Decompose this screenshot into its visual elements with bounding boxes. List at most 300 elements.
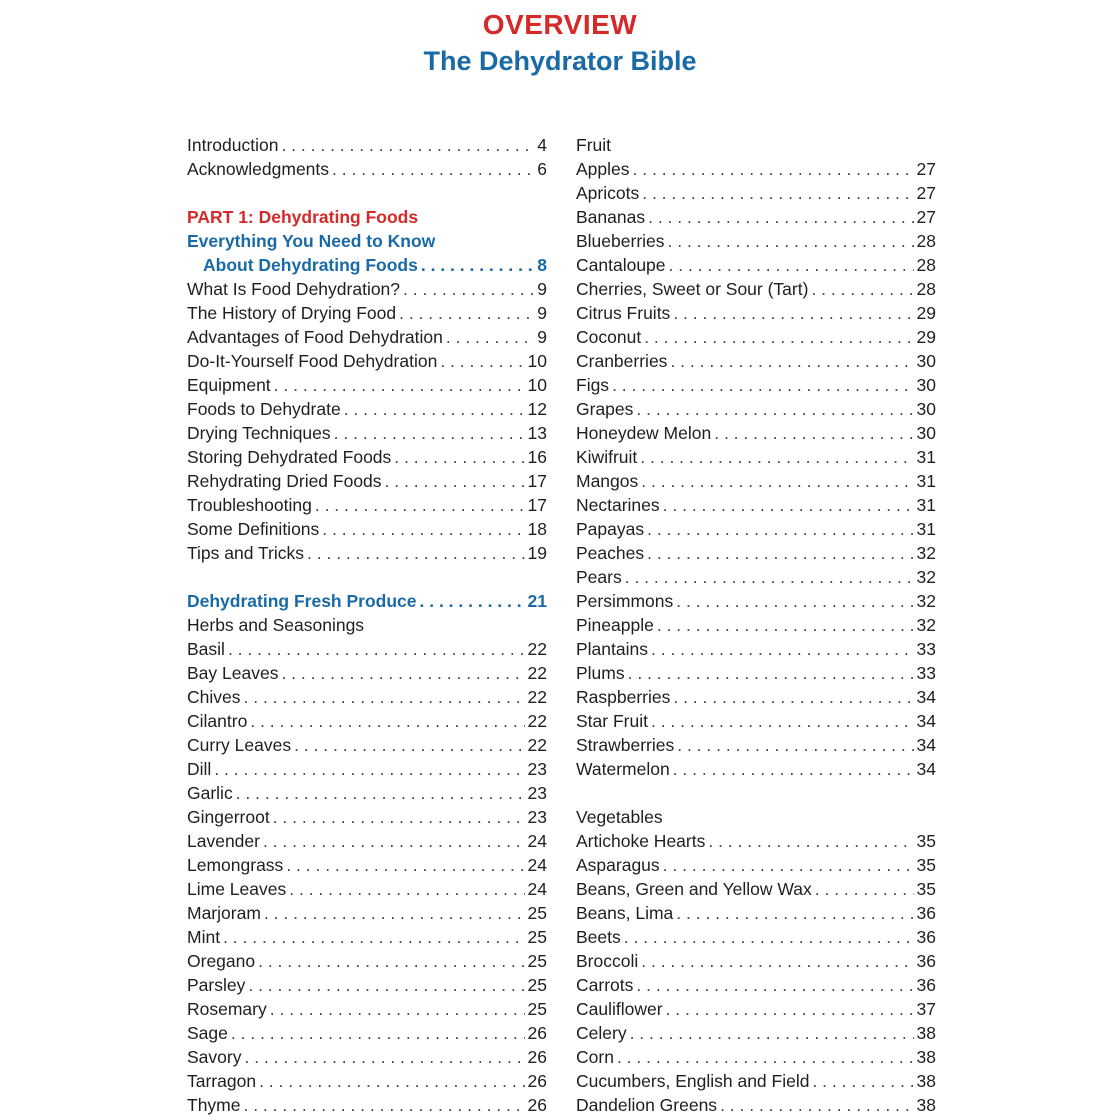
dot-leader xyxy=(273,805,525,829)
toc-entry-page: 22 xyxy=(527,639,547,659)
toc-entry-page: 4 xyxy=(537,135,547,155)
toc-entry-label: Acknowledgments xyxy=(187,159,330,179)
toc-entry-page: 10 xyxy=(527,351,547,371)
toc-entry[interactable] xyxy=(576,229,936,253)
toc-entry-page: 22 xyxy=(527,663,547,683)
dot-leader xyxy=(641,949,913,973)
toc-entry-page: 35 xyxy=(916,879,936,899)
toc-entry[interactable] xyxy=(576,469,936,493)
toc-entry-label: Drying Techniques xyxy=(187,423,331,443)
toc-entry-label: Bay Leaves xyxy=(187,663,279,683)
toc-entry[interactable] xyxy=(187,493,547,517)
toc-entry-page: 22 xyxy=(527,711,547,731)
toc-entry-page: 28 xyxy=(916,231,936,251)
toc-entry-page: 13 xyxy=(527,423,547,443)
toc-entry[interactable] xyxy=(576,685,936,709)
toc-entry[interactable] xyxy=(187,445,547,469)
dot-leader xyxy=(332,157,534,181)
toc-entry[interactable] xyxy=(187,325,547,349)
toc-entry[interactable] xyxy=(187,997,547,1021)
toc-entry[interactable] xyxy=(187,781,547,805)
toc-entry-label: Dandelion Greens xyxy=(576,1095,718,1115)
toc-entry[interactable] xyxy=(576,301,936,325)
dot-leader xyxy=(648,205,913,229)
toc-entry-label: Figs xyxy=(576,375,610,395)
toc-entry-page: 9 xyxy=(537,279,547,299)
toc-entry-page: 31 xyxy=(916,471,936,491)
toc-entry[interactable] xyxy=(576,637,936,661)
toc-entry[interactable] xyxy=(187,133,547,157)
toc-entry-label: Bananas xyxy=(576,207,646,227)
dot-leader xyxy=(281,133,534,157)
toc-entry-label: Equipment xyxy=(187,375,271,395)
fruit-heading-text: Fruit xyxy=(576,135,611,155)
toc-entry[interactable] xyxy=(187,637,547,661)
toc-entry-page: 31 xyxy=(916,447,936,467)
toc-entry-page: 25 xyxy=(527,975,547,995)
dot-leader xyxy=(647,541,913,565)
toc-entry-page: 8 xyxy=(537,255,547,275)
toc-entry-page: 22 xyxy=(527,687,547,707)
toc-entry-page: 28 xyxy=(916,279,936,299)
toc-entry-label: Beans, Green and Yellow Wax xyxy=(576,879,812,899)
toc-entry[interactable] xyxy=(187,973,547,997)
toc-entry-label: Asparagus xyxy=(576,855,660,875)
dot-leader xyxy=(263,829,525,853)
toc-entry[interactable] xyxy=(576,157,936,181)
toc-entry-label: Cantaloupe xyxy=(576,255,666,275)
dot-leader xyxy=(657,613,914,637)
dot-leader xyxy=(281,661,524,685)
toc-entry[interactable] xyxy=(576,205,936,229)
toc-entry-page: 32 xyxy=(916,543,936,563)
toc-entry[interactable] xyxy=(187,661,547,685)
toc-entry[interactable] xyxy=(187,421,547,445)
toc-entry-page: 36 xyxy=(916,975,936,995)
toc-entry-label: Cucumbers, English and Field xyxy=(576,1071,810,1091)
toc-entry-label: Grapes xyxy=(576,399,634,419)
toc-entry-label: Troubleshooting xyxy=(187,495,312,515)
toc-entry[interactable] xyxy=(576,325,936,349)
toc-entry[interactable] xyxy=(187,1093,547,1117)
toc-entry-page: 31 xyxy=(916,519,936,539)
toc-entry[interactable] xyxy=(187,1021,547,1045)
toc-entry[interactable] xyxy=(576,181,936,205)
toc-entry[interactable] xyxy=(576,493,936,517)
toc-entry[interactable] xyxy=(576,349,936,373)
dot-leader xyxy=(676,589,913,613)
dot-leader xyxy=(612,373,913,397)
dot-leader xyxy=(642,181,913,205)
spacer xyxy=(576,781,936,805)
dot-leader xyxy=(641,469,913,493)
toc-entry[interactable] xyxy=(576,757,936,781)
toc-entry[interactable] xyxy=(576,829,936,853)
toc-entry[interactable] xyxy=(187,829,547,853)
toc-entry-page: 25 xyxy=(527,903,547,923)
toc-entry-label: Plums xyxy=(576,663,625,683)
toc-entry-page: 33 xyxy=(916,663,936,683)
toc-entry-page: 16 xyxy=(527,447,547,467)
toc-entry-page: 34 xyxy=(916,687,936,707)
toc-entry[interactable] xyxy=(576,661,936,685)
toc-entry-label: Lime Leaves xyxy=(187,879,287,899)
toc-entry[interactable] xyxy=(576,1069,936,1093)
toc-entry-page: 12 xyxy=(527,399,547,419)
fruit-heading xyxy=(576,133,936,157)
toc-entry[interactable] xyxy=(187,397,547,421)
toc-entry[interactable] xyxy=(187,925,547,949)
dot-leader xyxy=(644,325,913,349)
dot-leader xyxy=(720,1093,913,1117)
toc-entry[interactable] xyxy=(187,253,547,277)
section-title-text: Everything You Need to Know xyxy=(187,231,436,251)
dot-leader xyxy=(270,997,525,1021)
toc-entry-page: 38 xyxy=(916,1047,936,1067)
toc-entry-label: Pears xyxy=(576,567,622,587)
book-title: The Dehydrator Bible xyxy=(423,46,697,76)
toc-entry[interactable] xyxy=(187,541,547,565)
toc-entry-label: Advantages of Food Dehydration xyxy=(187,327,443,347)
toc-entry-page: 38 xyxy=(916,1071,936,1091)
dot-leader xyxy=(673,757,914,781)
dot-leader xyxy=(274,373,525,397)
toc-entry[interactable] xyxy=(576,709,936,733)
toc-entry-label: About Dehydrating Foods xyxy=(203,255,418,275)
toc-entry[interactable] xyxy=(187,901,547,925)
dot-leader xyxy=(446,325,534,349)
dot-leader xyxy=(663,853,914,877)
dot-leader xyxy=(228,637,525,661)
toc-entry[interactable] xyxy=(187,1069,547,1093)
toc-entry-label: Star Fruit xyxy=(576,711,648,731)
toc-entry[interactable] xyxy=(576,373,936,397)
toc-entry[interactable] xyxy=(187,853,547,877)
toc-entry-page: 24 xyxy=(527,879,547,899)
toc-entry[interactable] xyxy=(187,757,547,781)
toc-entry-page: 29 xyxy=(916,327,936,347)
toc-entry[interactable] xyxy=(576,925,936,949)
toc-entry[interactable] xyxy=(187,277,547,301)
toc-entry-label: Corn xyxy=(576,1047,614,1067)
toc-entry[interactable] xyxy=(187,949,547,973)
dot-leader xyxy=(636,397,913,421)
toc-entry[interactable] xyxy=(187,373,547,397)
toc-entry-page: 19 xyxy=(527,543,547,563)
dot-leader xyxy=(669,253,914,277)
toc-entry-label: Lavender xyxy=(187,831,260,851)
dot-leader xyxy=(394,445,524,469)
overview-title: OVERVIEW xyxy=(482,9,638,40)
toc-entry-page: 26 xyxy=(527,1023,547,1043)
toc-entry[interactable] xyxy=(187,469,547,493)
dot-leader xyxy=(258,949,524,973)
dot-leader xyxy=(307,541,525,565)
dot-leader xyxy=(651,637,914,661)
vegetables-heading-text: Vegetables xyxy=(576,807,663,827)
toc-entry-label: Coconut xyxy=(576,327,642,347)
spacer xyxy=(187,565,547,589)
toc-entry-label: Apricots xyxy=(576,183,640,203)
toc-entry-label: What Is Food Dehydration? xyxy=(187,279,401,299)
dot-leader xyxy=(259,1069,524,1093)
dot-leader xyxy=(289,877,524,901)
toc-entry[interactable] xyxy=(576,517,936,541)
toc-entry-label: The History of Drying Food xyxy=(187,303,397,323)
dot-leader xyxy=(264,901,525,925)
toc-entry-page: 30 xyxy=(916,399,936,419)
toc-entry-page: 23 xyxy=(527,807,547,827)
toc-entry-page: 26 xyxy=(527,1071,547,1091)
toc-entry-label: Cauliflower xyxy=(576,999,663,1019)
toc-entry-label: Dehydrating Fresh Produce xyxy=(187,591,417,611)
toc-entry-page: 30 xyxy=(916,423,936,443)
toc-entry-page: 17 xyxy=(527,495,547,515)
toc-entry-label: Cherries, Sweet or Sour (Tart) xyxy=(576,279,809,299)
toc-entry[interactable] xyxy=(576,253,936,277)
toc-entry-page: 34 xyxy=(916,735,936,755)
toc-entry[interactable] xyxy=(576,733,936,757)
toc-entry-page: 10 xyxy=(527,375,547,395)
toc-entry[interactable] xyxy=(187,733,547,757)
toc-entry-label: Cilantro xyxy=(187,711,248,731)
toc-entry[interactable] xyxy=(576,421,936,445)
toc-entry[interactable] xyxy=(187,877,547,901)
toc-entry-label: Citrus Fruits xyxy=(576,303,671,323)
toc-entry-page: 25 xyxy=(527,999,547,1019)
toc-right-column xyxy=(576,133,936,1117)
toc-entry-page: 31 xyxy=(916,495,936,515)
toc-entry-label: Chives xyxy=(187,687,241,707)
toc-entry[interactable] xyxy=(187,589,547,613)
toc-entry-label: Apples xyxy=(576,159,630,179)
toc-entry[interactable] xyxy=(576,397,936,421)
toc-entry-label: Sage xyxy=(187,1023,228,1043)
toc-entry-page: 27 xyxy=(916,207,936,227)
toc-entry[interactable] xyxy=(187,349,547,373)
dot-leader xyxy=(663,493,914,517)
toc-left-column xyxy=(187,133,547,1117)
toc-entry-page: 34 xyxy=(916,711,936,731)
dot-leader xyxy=(668,229,914,253)
toc-entry-label: Cranberries xyxy=(576,351,668,371)
toc-entry-label: Savory xyxy=(187,1047,242,1067)
toc-entry-label: Beets xyxy=(576,927,621,947)
toc-entry-label: Oregano xyxy=(187,951,256,971)
dot-leader xyxy=(812,1069,913,1093)
toc-entry-page: 29 xyxy=(916,303,936,323)
toc-entry-label: Watermelon xyxy=(576,759,670,779)
toc-entry[interactable] xyxy=(187,805,547,829)
dot-leader xyxy=(223,925,524,949)
section-title xyxy=(187,229,547,253)
herbs-heading xyxy=(187,613,547,637)
toc-entry[interactable] xyxy=(576,589,936,613)
dot-leader xyxy=(647,517,913,541)
toc-entry-page: 27 xyxy=(916,183,936,203)
dot-leader xyxy=(421,253,534,277)
toc-entry-page: 35 xyxy=(916,831,936,851)
dot-leader xyxy=(815,877,914,901)
toc-entry-label: Introduction xyxy=(187,135,279,155)
toc-entry-label: Do-It-Yourself Food Dehydration xyxy=(187,351,438,371)
toc-entry-page: 25 xyxy=(527,927,547,947)
dot-leader xyxy=(250,709,524,733)
toc-entry-page: 28 xyxy=(916,255,936,275)
spacer xyxy=(187,181,547,205)
part-title-text: PART 1: Dehydrating Foods xyxy=(187,207,419,227)
dot-leader xyxy=(399,301,534,325)
dot-leader xyxy=(651,709,914,733)
toc-entry-page: 30 xyxy=(916,351,936,371)
toc-entry-page: 30 xyxy=(916,375,936,395)
toc-entry[interactable] xyxy=(187,157,547,181)
toc-entry-page: 24 xyxy=(527,855,547,875)
toc-entry-page: 32 xyxy=(916,615,936,635)
toc-entry-page: 36 xyxy=(916,951,936,971)
dot-leader xyxy=(243,1093,524,1117)
dot-leader xyxy=(625,565,914,589)
toc-entry[interactable] xyxy=(187,517,547,541)
dot-leader xyxy=(244,685,525,709)
toc-entry-label: Tarragon xyxy=(187,1071,257,1091)
herbs-heading-text: Herbs and Seasonings xyxy=(187,615,365,635)
toc-entry-page: 36 xyxy=(916,903,936,923)
toc-entry-label: Lemongrass xyxy=(187,855,284,875)
toc-entry-page: 26 xyxy=(527,1095,547,1115)
toc-entry-label: Thyme xyxy=(187,1095,241,1115)
dot-leader xyxy=(673,301,913,325)
toc-entry[interactable] xyxy=(576,1045,936,1069)
toc-entry-label: Gingerroot xyxy=(187,807,270,827)
toc-entry-page: 25 xyxy=(527,951,547,971)
toc-entry[interactable] xyxy=(187,1045,547,1069)
toc-entry-label: Parsley xyxy=(187,975,246,995)
toc-entry-label: Strawberries xyxy=(576,735,675,755)
toc-entry-page: 24 xyxy=(527,831,547,851)
toc-entry-page: 34 xyxy=(916,759,936,779)
dot-leader xyxy=(666,997,914,1021)
dot-leader xyxy=(708,829,913,853)
toc-entry-label: Persimmons xyxy=(576,591,674,611)
toc-entry-page: 27 xyxy=(916,159,936,179)
toc-entry-label: Plantains xyxy=(576,639,648,659)
dot-leader xyxy=(628,661,914,685)
dot-leader xyxy=(677,733,913,757)
dot-leader xyxy=(403,277,534,301)
dot-leader xyxy=(670,349,913,373)
toc-entry-page: 32 xyxy=(916,591,936,611)
toc-entry-label: Marjoram xyxy=(187,903,261,923)
toc-entry-page: 9 xyxy=(537,303,547,323)
toc-entry-label: Blueberries xyxy=(576,231,665,251)
toc-entry-page: 22 xyxy=(527,735,547,755)
toc-entry[interactable] xyxy=(576,853,936,877)
dot-leader xyxy=(214,757,524,781)
toc-entry[interactable] xyxy=(187,709,547,733)
toc-entry-label: Storing Dehydrated Foods xyxy=(187,447,392,467)
dot-leader xyxy=(676,901,913,925)
toc-entry-page: 9 xyxy=(537,327,547,347)
toc-entry[interactable] xyxy=(576,1021,936,1045)
dot-leader xyxy=(315,493,525,517)
toc-entry-page: 37 xyxy=(916,999,936,1019)
dot-leader xyxy=(617,1045,914,1069)
toc-entry[interactable] xyxy=(576,973,936,997)
toc-entry-page: 33 xyxy=(916,639,936,659)
toc-entry-label: Nectarines xyxy=(576,495,660,515)
dot-leader xyxy=(640,445,913,469)
toc-entry-label: Foods to Dehydrate xyxy=(187,399,341,419)
dot-leader xyxy=(344,397,525,421)
dot-leader xyxy=(248,973,524,997)
dot-leader xyxy=(385,469,525,493)
dot-leader xyxy=(236,781,525,805)
dot-leader xyxy=(633,157,914,181)
toc-entry-page: 38 xyxy=(916,1023,936,1043)
toc-entry[interactable] xyxy=(187,685,547,709)
toc-entry-page: 17 xyxy=(527,471,547,491)
toc-entry-label: Papayas xyxy=(576,519,645,539)
toc-entry-page: 35 xyxy=(916,855,936,875)
toc-entry-label: Rosemary xyxy=(187,999,267,1019)
toc-entry-label: Garlic xyxy=(187,783,233,803)
toc-entry[interactable] xyxy=(576,901,936,925)
part-title xyxy=(187,205,547,229)
toc-entry[interactable] xyxy=(576,949,936,973)
toc-entry[interactable] xyxy=(576,445,936,469)
toc-entry-page: 38 xyxy=(916,1095,936,1115)
toc-entry[interactable] xyxy=(576,997,936,1021)
dot-leader xyxy=(420,589,525,613)
toc-entry[interactable] xyxy=(187,301,547,325)
toc-entry-label: Artichoke Hearts xyxy=(576,831,706,851)
toc-entry-page: 36 xyxy=(916,927,936,947)
toc-entry-page: 26 xyxy=(527,1047,547,1067)
dot-leader xyxy=(440,349,524,373)
dot-leader xyxy=(244,1045,524,1069)
toc-entry-label: Dill xyxy=(187,759,212,779)
toc-entry-page: 6 xyxy=(537,159,547,179)
toc-entry[interactable] xyxy=(576,1093,936,1117)
vegetables-heading xyxy=(576,805,936,829)
page-header xyxy=(0,8,1120,78)
toc-entry[interactable] xyxy=(576,613,936,637)
toc-entry[interactable] xyxy=(576,877,936,901)
toc-entry-page: 32 xyxy=(916,567,936,587)
toc-entry[interactable] xyxy=(576,541,936,565)
toc-entry-label: Peaches xyxy=(576,543,645,563)
toc-entry-label: Honeydew Melon xyxy=(576,423,712,443)
toc-entry-page: 23 xyxy=(527,783,547,803)
toc-entry-label: Mangos xyxy=(576,471,639,491)
dot-leader xyxy=(322,517,524,541)
toc-entry-label: Kiwifruit xyxy=(576,447,638,467)
toc-entry[interactable] xyxy=(576,565,936,589)
toc-entry-label: Rehydrating Dried Foods xyxy=(187,471,382,491)
toc-entry-label: Carrots xyxy=(576,975,634,995)
toc-entry-label: Basil xyxy=(187,639,225,659)
toc-entry-label: Raspberries xyxy=(576,687,671,707)
toc-entry-label: Tips and Tricks xyxy=(187,543,305,563)
dot-leader xyxy=(673,685,913,709)
toc-entry-label: Pineapple xyxy=(576,615,654,635)
toc-entry-page: 18 xyxy=(527,519,547,539)
dot-leader xyxy=(294,733,524,757)
dot-leader xyxy=(231,1021,525,1045)
toc-entry[interactable] xyxy=(576,277,936,301)
toc-entry-label: Beans, Lima xyxy=(576,903,674,923)
